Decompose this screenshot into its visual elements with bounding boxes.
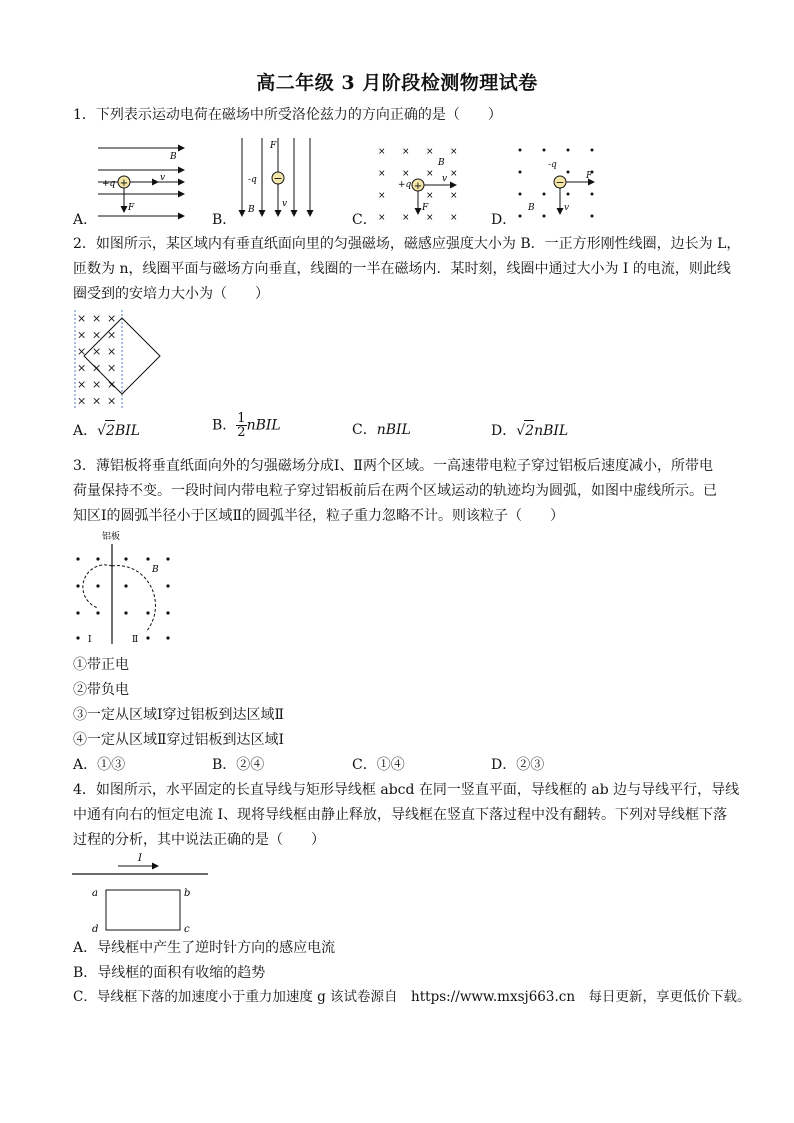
svg-text:×: × — [378, 213, 386, 223]
q2-stem-line-3: 圈受到的安培力大小为（ ） — [73, 286, 269, 302]
q3-option-b[interactable]: B．②④ — [212, 757, 265, 773]
q1-stem: 1．下列表示运动电荷在磁场中所受洛伦兹力的方向正确的是（ ） — [73, 107, 502, 123]
q1-a-b-label: B — [170, 152, 177, 162]
svg-text:×: × — [450, 191, 458, 201]
q3-region-2-label: Ⅱ — [132, 635, 139, 645]
q3-stem-line-3: 知区Ⅰ的圆弧半径小于区域Ⅱ的圆弧半径，粒子重力忽略不计。则该粒子（ ） — [73, 508, 565, 524]
q2-option-d[interactable] — [491, 420, 568, 441]
field-cross-mark: × — [92, 394, 102, 408]
q1-c-v-label: v — [442, 174, 448, 184]
field-cross-mark: × — [107, 394, 117, 408]
q2-option-d-label: D． — [491, 423, 517, 439]
q1-a-charge-label: +q — [102, 179, 116, 189]
field-cross-mark: × — [77, 312, 87, 325]
svg-text:×: × — [450, 147, 458, 157]
q1-c-charge-label: +q — [398, 180, 412, 190]
q2-option-c-expr: nBIL — [376, 422, 411, 438]
svg-text:×: × — [426, 191, 434, 201]
q1-c-charge-sign: + — [413, 181, 423, 192]
q1-a-charge-sign: + — [119, 178, 129, 189]
q3-region-1-label: Ⅰ — [88, 635, 92, 645]
q1-option-d[interactable]: D． — [491, 212, 517, 228]
q3-plate-label: 铝板 — [102, 532, 121, 542]
q3-option-d[interactable]: D．②③ — [491, 757, 545, 773]
field-cross-mark: × — [107, 328, 117, 342]
q1-c-b-label: B — [438, 158, 445, 168]
svg-text:×: × — [426, 147, 434, 157]
q1-b-f-label: F — [270, 141, 277, 151]
q2-stem-line-2: 匝数为 n，线圈平面与磁场方向垂直，线圈的一半在磁场内．某时刻，线圈中通过大小为 I 的电流，则此线 — [73, 261, 731, 277]
q1-d-b-label: B — [528, 203, 535, 213]
q2-option-a-expr: BIL — [114, 423, 141, 439]
q2-option-d-radical: √2 — [516, 423, 534, 439]
q2-option-a-radical: √2 — [97, 423, 115, 439]
q1-c-f-label: F — [422, 203, 429, 213]
svg-text:×: × — [426, 169, 434, 179]
field-cross-mark: × — [92, 345, 102, 358]
q1-option-b[interactable]: B． — [212, 212, 237, 228]
q3-option-c[interactable]: C．①④ — [352, 757, 405, 773]
q3-statement-3: ③一定从区域Ⅰ穿过铝板到达区域Ⅱ — [73, 707, 285, 723]
field-cross-mark: × — [77, 345, 87, 358]
q4-option-a[interactable]: A．导线框中产生了逆时针方向的感应电流 — [73, 940, 336, 956]
q3-stem-line-1: 3．薄铝板将垂直纸面向外的匀强磁场分成Ⅰ、Ⅱ两个区域。一高速带电粒子穿过铝板后速度减小，所带电 — [73, 458, 713, 474]
q1-option-c[interactable]: C． — [352, 212, 377, 228]
q4-current-label: I — [138, 853, 142, 864]
q4-stem-line-1: 4．如图所示，水平固定的长直导线与矩形导线框 abcd 在同一竖直平面，导线框的 ab 边与导线平行，导线 — [73, 782, 740, 798]
q4-option-b[interactable]: B．导线框的面积有收缩的趋势 — [73, 965, 266, 981]
svg-text:×: × — [426, 213, 434, 223]
field-cross-mark: × — [77, 378, 87, 391]
q2-option-b-expr: nBIL — [246, 417, 281, 434]
q2-option-b[interactable] — [212, 412, 281, 439]
q1-figures — [72, 134, 752, 226]
q3-stem-line-2: 荷量保持不变。一段时间内带电粒子穿过铝板前后在两个区域运动的轨迹均为圆弧，如图中虚线所示。已 — [73, 483, 717, 499]
q1-b-charge-sign: − — [273, 172, 283, 185]
q4-corner-c: c — [184, 924, 190, 934]
q2-option-b-fraction: $\frac{1}{2}$ — [237, 411, 246, 440]
svg-text:×: × — [402, 169, 410, 179]
q1-d-charge-label: -q — [548, 160, 557, 170]
q1-figure-a — [98, 148, 184, 216]
q1-a-v-label: v — [160, 173, 166, 183]
q1-option-a[interactable]: A． — [73, 212, 98, 228]
q2-option-c[interactable] — [352, 420, 411, 440]
q2-option-b-label: B． — [212, 417, 237, 434]
q4-stem-line-2: 中通有向右的恒定电流 I、现将导线框由静止释放，导线框在竖直下落过程中没有翻转。下列对导线框下落 — [73, 807, 727, 823]
q3-option-a[interactable]: A．①③ — [73, 757, 126, 773]
field-cross-mark: × — [77, 361, 87, 375]
svg-text:×: × — [450, 169, 458, 179]
q1-a-f-label: F — [128, 203, 135, 213]
svg-text:×: × — [402, 213, 410, 223]
svg-text:×: × — [378, 191, 386, 201]
exam-title: 高二年级 3 月阶段检测物理试卷 — [256, 72, 538, 94]
q4-corner-b: b — [184, 888, 191, 899]
q1-d-f-label: F — [586, 171, 593, 181]
q2-option-a[interactable] — [73, 420, 140, 441]
field-cross-mark: × — [107, 378, 117, 391]
field-cross-mark: × — [77, 394, 87, 408]
svg-text:×: × — [402, 147, 410, 157]
q1-figure-b — [242, 138, 310, 216]
q2-option-d-expr: nBIL — [534, 423, 569, 439]
svg-text:×: × — [378, 147, 386, 157]
q1-b-v-label: v — [282, 199, 288, 209]
q1-b-b-label: B — [248, 205, 255, 215]
q1-b-charge-label: -q — [248, 175, 257, 185]
q2-figure — [72, 308, 172, 412]
q4-corner-a: a — [92, 888, 98, 899]
q4-corner-d: d — [92, 924, 99, 934]
field-cross-mark: × — [92, 361, 102, 375]
q1-d-v-label: v — [564, 203, 570, 213]
q3-statement-1: ①带正电 — [73, 657, 129, 673]
field-cross-mark: × — [92, 378, 102, 391]
q2-option-c-label: C． — [352, 422, 377, 438]
q3-b-label: B — [152, 565, 159, 575]
q3-figure — [72, 530, 182, 646]
q4-figure — [72, 852, 212, 934]
q4-option-c[interactable]: C．导线框下落的加速度小于重力加速度 g 该试卷源自 https://www.mxsj663.cn 每日更新，享更低价下载。 — [73, 989, 751, 1005]
field-cross-mark: × — [107, 312, 117, 325]
q3-statement-4: ④一定从区域Ⅱ穿过铝板到达区域Ⅰ — [73, 732, 285, 748]
svg-text:×: × — [450, 213, 458, 223]
field-cross-mark: × — [107, 361, 117, 375]
q2-stem-line-1: 2．如图所示，某区域内有垂直纸面向里的匀强磁场，磁感应强度大小为 B．一正方形刚性线圈，边长为 L， — [73, 236, 741, 252]
q4-stem-line-3: 过程的分析，其中说法正确的是（ ） — [73, 832, 325, 848]
field-cross-mark: × — [92, 312, 102, 325]
q1-figure-d — [519, 149, 595, 218]
q1-d-charge-sign: − — [555, 176, 565, 189]
q3-statement-2: ②带负电 — [73, 682, 129, 698]
field-cross-mark: × — [107, 345, 117, 358]
field-cross-mark: × — [92, 328, 102, 342]
q2-option-a-label: A． — [73, 423, 98, 439]
q1-figure-c — [378, 147, 458, 223]
svg-text:×: × — [378, 169, 386, 179]
field-cross-mark: × — [77, 328, 87, 342]
